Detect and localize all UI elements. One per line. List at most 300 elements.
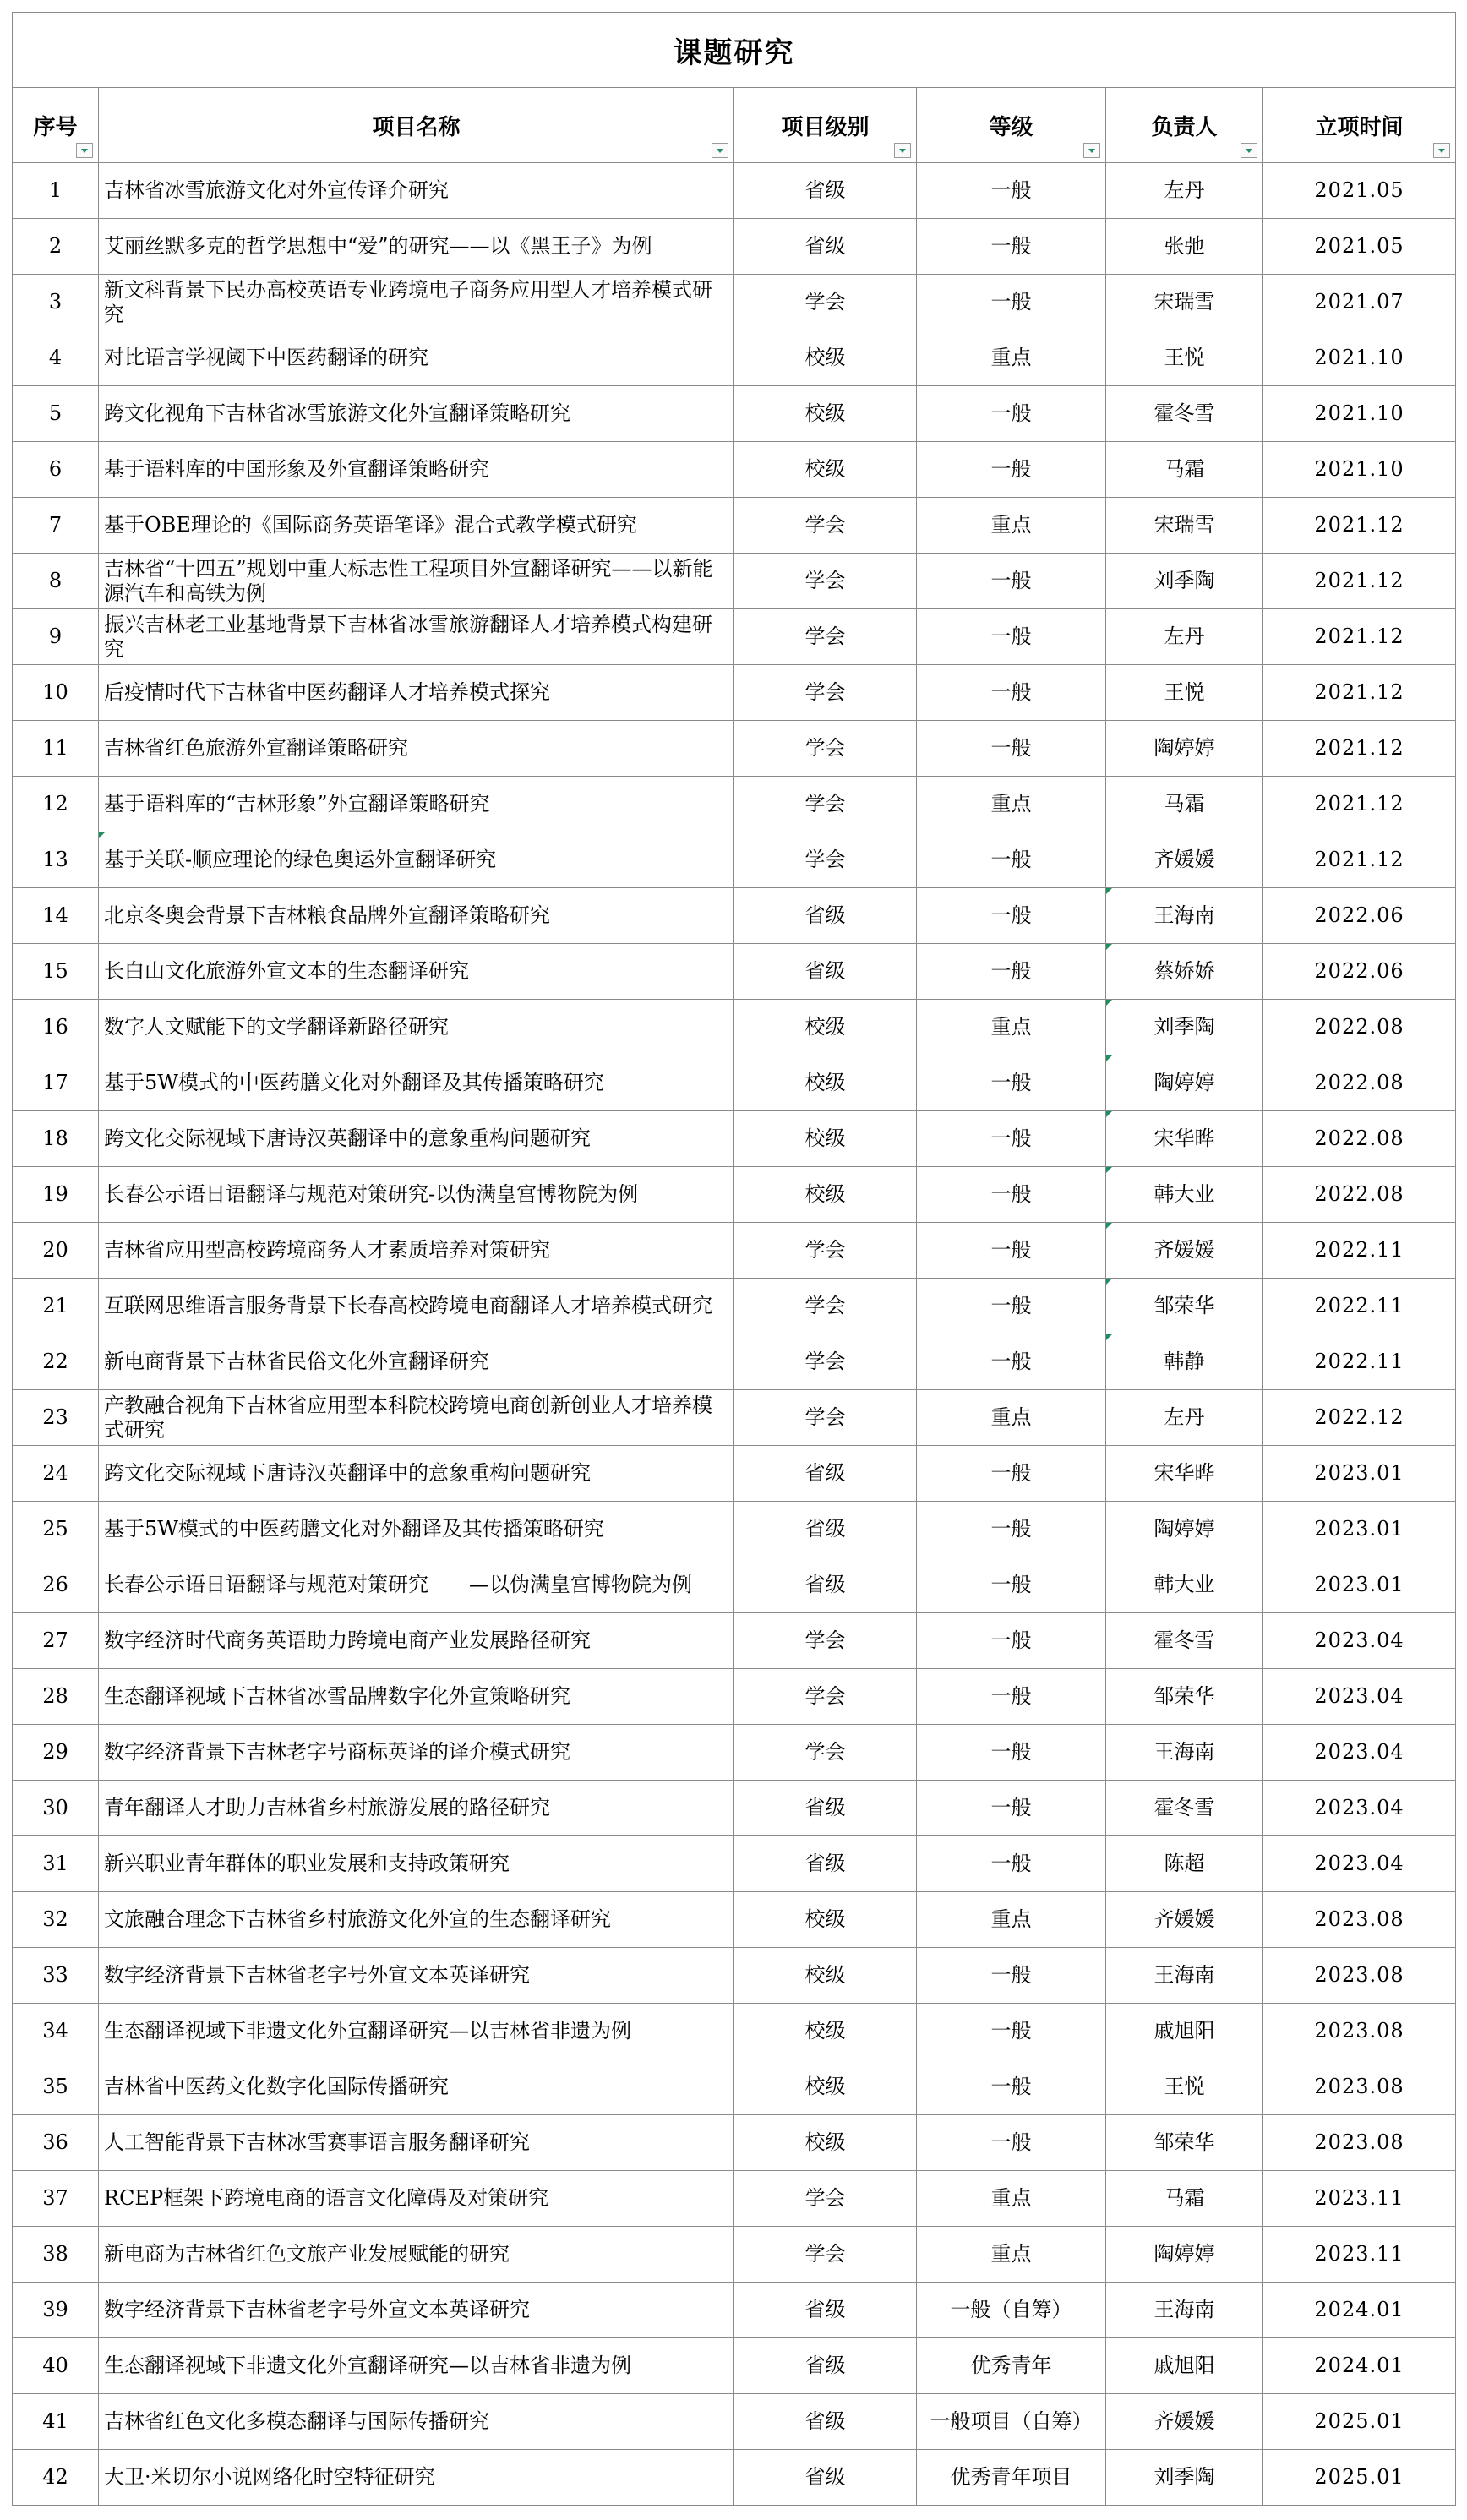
cell-date[interactable]: 2021.05 bbox=[1263, 219, 1456, 275]
cell-grade[interactable]: 重点 bbox=[917, 1000, 1106, 1055]
cell-project-level[interactable]: 学会 bbox=[734, 498, 917, 554]
cell-project-name[interactable]: 生态翻译视域下吉林省冰雪品牌数字化外宣策略研究 bbox=[99, 1669, 734, 1725]
cell-project-name[interactable]: 生态翻译视域下非遗文化外宣翻译研究—以吉林省非遗为例 bbox=[99, 2338, 734, 2394]
table-row bbox=[13, 1781, 1456, 1836]
filter-dropdown-icon[interactable] bbox=[1433, 143, 1450, 158]
cell-owner[interactable]: 马霜 bbox=[1106, 2171, 1263, 2227]
cell-owner[interactable]: 王海南 bbox=[1106, 888, 1263, 944]
cell-project-level[interactable]: 校级 bbox=[734, 1055, 917, 1111]
cell-project-level[interactable]: 校级 bbox=[734, 2115, 917, 2171]
table-row bbox=[13, 1334, 1456, 1390]
cell-project-name[interactable]: 青年翻译人才助力吉林省乡村旅游发展的路径研究 bbox=[99, 1781, 734, 1836]
table-row bbox=[13, 1055, 1456, 1111]
cell-project-name[interactable]: 吉林省应用型高校跨境商务人才素质培养对策研究 bbox=[99, 1223, 734, 1279]
cell-no[interactable]: 24 bbox=[13, 1446, 99, 1502]
table-row bbox=[13, 2171, 1456, 2227]
cell-date[interactable]: 2023.04 bbox=[1263, 1836, 1456, 1892]
cell-date[interactable]: 2022.11 bbox=[1263, 1223, 1456, 1279]
cell-date[interactable]: 2022.06 bbox=[1263, 888, 1456, 944]
cell-project-level[interactable]: 省级 bbox=[734, 163, 917, 219]
cell-date[interactable]: 2021.07 bbox=[1263, 275, 1456, 330]
cell-project-level[interactable]: 学会 bbox=[734, 1223, 917, 1279]
table-row bbox=[13, 1892, 1456, 1948]
cell-project-level[interactable]: 校级 bbox=[734, 330, 917, 386]
cell-owner[interactable]: 陶婷婷 bbox=[1106, 2227, 1263, 2283]
header-no[interactable] bbox=[13, 88, 99, 163]
cell-project-level[interactable]: 学会 bbox=[734, 275, 917, 330]
cell-date[interactable]: 2021.12 bbox=[1263, 498, 1456, 554]
cell-grade[interactable]: 一般 bbox=[917, 1725, 1106, 1781]
table-row bbox=[13, 442, 1456, 498]
cell-no[interactable]: 8 bbox=[13, 554, 99, 609]
cell-grade[interactable]: 一般 bbox=[917, 1502, 1106, 1557]
cell-project-name[interactable]: 基于5W模式的中医药膳文化对外翻译及其传播策略研究 bbox=[99, 1502, 734, 1557]
cell-project-level[interactable]: 学会 bbox=[734, 1279, 917, 1334]
header-level[interactable] bbox=[734, 88, 917, 163]
cell-no[interactable]: 26 bbox=[13, 1557, 99, 1613]
cell-owner[interactable]: 戚旭阳 bbox=[1106, 2004, 1263, 2059]
cell-project-level[interactable]: 学会 bbox=[734, 609, 917, 665]
table-row bbox=[13, 888, 1456, 944]
table-row bbox=[13, 665, 1456, 721]
cell-date[interactable]: 2023.08 bbox=[1263, 2059, 1456, 2115]
cell-project-level[interactable]: 省级 bbox=[734, 1446, 917, 1502]
cell-owner[interactable]: 陶婷婷 bbox=[1106, 1502, 1263, 1557]
cell-no[interactable]: 21 bbox=[13, 1279, 99, 1334]
cell-project-name[interactable]: 吉林省“十四五”规划中重大标志性工程项目外宣翻译研究——以新能源汽车和高铁为例 bbox=[99, 554, 734, 609]
cell-date[interactable]: 2021.12 bbox=[1263, 832, 1456, 888]
cell-grade[interactable]: 一般 bbox=[917, 1557, 1106, 1613]
table-row bbox=[13, 1446, 1456, 1502]
cell-date[interactable]: 2022.06 bbox=[1263, 944, 1456, 1000]
cell-owner[interactable]: 霍冬雪 bbox=[1106, 1613, 1263, 1669]
cell-project-level[interactable]: 省级 bbox=[734, 2283, 917, 2338]
cell-no[interactable]: 19 bbox=[13, 1167, 99, 1223]
cell-project-name[interactable]: 跨文化视角下吉林省冰雪旅游文化外宣翻译策略研究 bbox=[99, 386, 734, 442]
cell-project-name[interactable]: 吉林省红色旅游外宣翻译策略研究 bbox=[99, 721, 734, 777]
cell-no[interactable]: 17 bbox=[13, 1055, 99, 1111]
research-projects-table bbox=[12, 12, 1456, 2506]
cell-grade[interactable]: 一般 bbox=[917, 609, 1106, 665]
table-row bbox=[13, 1613, 1456, 1669]
cell-project-level[interactable]: 学会 bbox=[734, 2227, 917, 2283]
header-owner[interactable] bbox=[1106, 88, 1263, 163]
cell-project-level[interactable]: 校级 bbox=[734, 2059, 917, 2115]
cell-project-level[interactable]: 省级 bbox=[734, 1781, 917, 1836]
filter-dropdown-icon[interactable] bbox=[894, 143, 911, 158]
cell-grade[interactable]: 一般 bbox=[917, 2004, 1106, 2059]
cell-no[interactable]: 36 bbox=[13, 2115, 99, 2171]
cell-date[interactable]: 2024.01 bbox=[1263, 2283, 1456, 2338]
cell-no[interactable]: 34 bbox=[13, 2004, 99, 2059]
cell-project-name[interactable]: 艾丽丝默多克的哲学思想中“爱”的研究——以《黑王子》为例 bbox=[99, 219, 734, 275]
cell-grade[interactable]: 一般 bbox=[917, 721, 1106, 777]
cell-grade[interactable]: 重点 bbox=[917, 777, 1106, 832]
cell-grade[interactable]: 重点 bbox=[917, 2171, 1106, 2227]
cell-project-name[interactable]: 人工智能背景下吉林冰雪赛事语言服务翻译研究 bbox=[99, 2115, 734, 2171]
cell-project-level[interactable]: 校级 bbox=[734, 386, 917, 442]
cell-project-level[interactable]: 校级 bbox=[734, 1892, 917, 1948]
cell-no[interactable]: 39 bbox=[13, 2283, 99, 2338]
table-row bbox=[13, 1279, 1456, 1334]
cell-project-name[interactable]: 数字人文赋能下的文学翻译新路径研究 bbox=[99, 1000, 734, 1055]
cell-date[interactable]: 2025.01 bbox=[1263, 2394, 1456, 2450]
cell-owner[interactable]: 齐媛媛 bbox=[1106, 1892, 1263, 1948]
cell-owner[interactable]: 邹荣华 bbox=[1106, 1279, 1263, 1334]
cell-date[interactable]: 2023.04 bbox=[1263, 1669, 1456, 1725]
cell-grade[interactable]: 一般 bbox=[917, 1111, 1106, 1167]
cell-grade[interactable]: 一般 bbox=[917, 1948, 1106, 2004]
cell-project-level[interactable]: 校级 bbox=[734, 2004, 917, 2059]
cell-grade[interactable]: 重点 bbox=[917, 2227, 1106, 2283]
table-row bbox=[13, 944, 1456, 1000]
cell-project-name[interactable]: 新电商背景下吉林省民俗文化外宣翻译研究 bbox=[99, 1334, 734, 1390]
cell-date[interactable]: 2021.12 bbox=[1263, 554, 1456, 609]
cell-owner[interactable]: 邹荣华 bbox=[1106, 2115, 1263, 2171]
cell-no[interactable]: 22 bbox=[13, 1334, 99, 1390]
cell-owner[interactable]: 马霜 bbox=[1106, 777, 1263, 832]
cell-owner[interactable]: 王海南 bbox=[1106, 1948, 1263, 2004]
cell-owner[interactable]: 宋瑞雪 bbox=[1106, 275, 1263, 330]
cell-no[interactable]: 23 bbox=[13, 1390, 99, 1446]
cell-project-name[interactable]: 基于关联-顺应理论的绿色奥运外宣翻译研究 bbox=[99, 832, 734, 888]
cell-owner[interactable]: 王悦 bbox=[1106, 2059, 1263, 2115]
cell-owner[interactable]: 韩大业 bbox=[1106, 1557, 1263, 1613]
cell-project-name[interactable]: 数字经济背景下吉林省老字号外宣文本英译研究 bbox=[99, 1948, 734, 2004]
cell-grade[interactable]: 一般 bbox=[917, 665, 1106, 721]
cell-project-level[interactable]: 省级 bbox=[734, 2450, 917, 2506]
cell-grade[interactable]: 一般项目（自筹） bbox=[917, 2394, 1106, 2450]
cell-date[interactable]: 2022.11 bbox=[1263, 1334, 1456, 1390]
cell-grade[interactable]: 一般 bbox=[917, 1781, 1106, 1836]
cell-owner[interactable]: 韩静 bbox=[1106, 1334, 1263, 1390]
cell-date[interactable]: 2023.01 bbox=[1263, 1446, 1456, 1502]
cell-owner[interactable]: 霍冬雪 bbox=[1106, 386, 1263, 442]
table-row bbox=[13, 1223, 1456, 1279]
cell-grade[interactable]: 重点 bbox=[917, 1892, 1106, 1948]
cell-grade[interactable]: 一般 bbox=[917, 1279, 1106, 1334]
cell-project-name[interactable]: 跨文化交际视域下唐诗汉英翻译中的意象重构问题研究 bbox=[99, 1446, 734, 1502]
header-name[interactable] bbox=[99, 88, 734, 163]
cell-owner[interactable]: 王海南 bbox=[1106, 2283, 1263, 2338]
cell-project-name[interactable]: 基于OBE理论的《国际商务英语笔译》混合式教学模式研究 bbox=[99, 498, 734, 554]
cell-project-level[interactable]: 学会 bbox=[734, 665, 917, 721]
header-date-label: 立项时间 bbox=[1315, 114, 1404, 140]
cell-no[interactable]: 29 bbox=[13, 1725, 99, 1781]
cell-owner[interactable]: 宋华晔 bbox=[1106, 1446, 1263, 1502]
cell-project-name[interactable]: 互联网思维语言服务背景下长春高校跨境电商翻译人才培养模式研究 bbox=[99, 1279, 734, 1334]
cell-owner[interactable]: 韩大业 bbox=[1106, 1167, 1263, 1223]
filter-dropdown-icon[interactable] bbox=[1083, 143, 1100, 158]
cell-no[interactable]: 31 bbox=[13, 1836, 99, 1892]
cell-owner[interactable]: 宋瑞雪 bbox=[1106, 498, 1263, 554]
cell-grade[interactable]: 一般 bbox=[917, 832, 1106, 888]
cell-owner[interactable]: 刘季陶 bbox=[1106, 2450, 1263, 2506]
cell-no[interactable]: 14 bbox=[13, 888, 99, 944]
table-row bbox=[13, 498, 1456, 554]
cell-project-name[interactable]: 生态翻译视域下非遗文化外宣翻译研究—以吉林省非遗为例 bbox=[99, 2004, 734, 2059]
cell-owner[interactable]: 左丹 bbox=[1106, 609, 1263, 665]
cell-project-name[interactable]: 后疫情时代下吉林省中医药翻译人才培养模式探究 bbox=[99, 665, 734, 721]
cell-project-name[interactable]: 基于语料库的“吉林形象”外宣翻译策略研究 bbox=[99, 777, 734, 832]
cell-no[interactable]: 28 bbox=[13, 1669, 99, 1725]
cell-project-level[interactable]: 学会 bbox=[734, 1390, 917, 1446]
cell-project-name[interactable]: RCEP框架下跨境电商的语言文化障碍及对策研究 bbox=[99, 2171, 734, 2227]
cell-owner[interactable]: 宋华晔 bbox=[1106, 1111, 1263, 1167]
cell-project-level[interactable]: 省级 bbox=[734, 2394, 917, 2450]
cell-project-name[interactable]: 新兴职业青年群体的职业发展和支持政策研究 bbox=[99, 1836, 734, 1892]
cell-project-level[interactable]: 学会 bbox=[734, 832, 917, 888]
cell-project-level[interactable]: 学会 bbox=[734, 1613, 917, 1669]
cell-date[interactable]: 2022.08 bbox=[1263, 1055, 1456, 1111]
cell-owner[interactable]: 陈超 bbox=[1106, 1836, 1263, 1892]
cell-grade[interactable]: 一般 bbox=[917, 386, 1106, 442]
cell-no[interactable]: 6 bbox=[13, 442, 99, 498]
header-name-label: 项目名称 bbox=[372, 114, 461, 140]
cell-no[interactable]: 1 bbox=[13, 163, 99, 219]
cell-no[interactable]: 11 bbox=[13, 721, 99, 777]
cell-project-name[interactable]: 长白山文化旅游外宣文本的生态翻译研究 bbox=[99, 944, 734, 1000]
table-row bbox=[13, 219, 1456, 275]
cell-grade[interactable]: 重点 bbox=[917, 1390, 1106, 1446]
table-row bbox=[13, 2394, 1456, 2450]
cell-grade[interactable]: 一般 bbox=[917, 888, 1106, 944]
table-row bbox=[13, 777, 1456, 832]
table-row bbox=[13, 1000, 1456, 1055]
table-row bbox=[13, 1167, 1456, 1223]
filter-dropdown-icon[interactable] bbox=[712, 143, 728, 158]
cell-date[interactable]: 2023.11 bbox=[1263, 2227, 1456, 2283]
cell-owner[interactable]: 齐媛媛 bbox=[1106, 832, 1263, 888]
cell-grade[interactable]: 一般 bbox=[917, 163, 1106, 219]
cell-no[interactable]: 5 bbox=[13, 386, 99, 442]
table-row bbox=[13, 1390, 1456, 1446]
cell-no[interactable]: 12 bbox=[13, 777, 99, 832]
cell-owner[interactable]: 霍冬雪 bbox=[1106, 1781, 1263, 1836]
cell-date[interactable]: 2023.04 bbox=[1263, 1725, 1456, 1781]
cell-project-level[interactable]: 省级 bbox=[734, 888, 917, 944]
cell-no[interactable]: 4 bbox=[13, 330, 99, 386]
cell-date[interactable]: 2023.11 bbox=[1263, 2171, 1456, 2227]
cell-date[interactable]: 2021.05 bbox=[1263, 163, 1456, 219]
table-row bbox=[13, 2227, 1456, 2283]
cell-date[interactable]: 2023.01 bbox=[1263, 1502, 1456, 1557]
cell-no[interactable]: 3 bbox=[13, 275, 99, 330]
cell-grade[interactable]: 一般（自筹） bbox=[917, 2283, 1106, 2338]
cell-no[interactable]: 27 bbox=[13, 1613, 99, 1669]
table-row bbox=[13, 275, 1456, 330]
cell-date[interactable]: 2022.12 bbox=[1263, 1390, 1456, 1446]
cell-project-name[interactable]: 产教融合视角下吉林省应用型本科院校跨境电商创新创业人才培养模式研究 bbox=[99, 1390, 734, 1446]
cell-project-name[interactable]: 长春公示语日语翻译与规范对策研究 —以伪满皇宫博物院为例 bbox=[99, 1557, 734, 1613]
cell-date[interactable]: 2023.04 bbox=[1263, 1613, 1456, 1669]
cell-owner[interactable]: 齐媛媛 bbox=[1106, 2394, 1263, 2450]
cell-date[interactable]: 2022.08 bbox=[1263, 1111, 1456, 1167]
cell-project-name[interactable]: 北京冬奥会背景下吉林粮食品牌外宣翻译策略研究 bbox=[99, 888, 734, 944]
cell-date[interactable]: 2021.10 bbox=[1263, 330, 1456, 386]
cell-grade[interactable]: 一般 bbox=[917, 1055, 1106, 1111]
cell-grade[interactable]: 一般 bbox=[917, 1167, 1106, 1223]
cell-project-name[interactable]: 数字经济背景下吉林省老字号外宣文本英译研究 bbox=[99, 2283, 734, 2338]
table-row bbox=[13, 1669, 1456, 1725]
cell-no[interactable]: 9 bbox=[13, 609, 99, 665]
cell-project-name[interactable]: 吉林省冰雪旅游文化对外宣传译介研究 bbox=[99, 163, 734, 219]
cell-grade[interactable]: 一般 bbox=[917, 1836, 1106, 1892]
cell-no[interactable]: 25 bbox=[13, 1502, 99, 1557]
cell-project-name[interactable]: 文旅融合理念下吉林省乡村旅游文化外宣的生态翻译研究 bbox=[99, 1892, 734, 1948]
cell-owner[interactable]: 马霜 bbox=[1106, 442, 1263, 498]
cell-grade[interactable]: 一般 bbox=[917, 554, 1106, 609]
cell-grade[interactable]: 一般 bbox=[917, 275, 1106, 330]
cell-project-name[interactable]: 基于5W模式的中医药膳文化对外翻译及其传播策略研究 bbox=[99, 1055, 734, 1111]
header-date[interactable] bbox=[1263, 88, 1456, 163]
header-level-label: 项目级别 bbox=[781, 114, 870, 140]
table-row bbox=[13, 609, 1456, 665]
cell-date[interactable]: 2023.08 bbox=[1263, 1948, 1456, 2004]
cell-date[interactable]: 2021.10 bbox=[1263, 442, 1456, 498]
cell-date[interactable]: 2023.04 bbox=[1263, 1781, 1456, 1836]
cell-owner[interactable]: 陶婷婷 bbox=[1106, 1055, 1263, 1111]
cell-no[interactable]: 13 bbox=[13, 832, 99, 888]
cell-owner[interactable]: 张弛 bbox=[1106, 219, 1263, 275]
cell-grade[interactable]: 重点 bbox=[917, 330, 1106, 386]
cell-date[interactable]: 2023.08 bbox=[1263, 1892, 1456, 1948]
cell-owner[interactable]: 陶婷婷 bbox=[1106, 721, 1263, 777]
cell-project-level[interactable]: 学会 bbox=[734, 2171, 917, 2227]
cell-project-name[interactable]: 新电商为吉林省红色文旅产业发展赋能的研究 bbox=[99, 2227, 734, 2283]
cell-grade[interactable]: 一般 bbox=[917, 1669, 1106, 1725]
cell-grade[interactable]: 重点 bbox=[917, 498, 1106, 554]
cell-project-name[interactable]: 对比语言学视阈下中医药翻译的研究 bbox=[99, 330, 734, 386]
cell-no[interactable]: 42 bbox=[13, 2450, 99, 2506]
cell-project-level[interactable]: 校级 bbox=[734, 1111, 917, 1167]
cell-owner[interactable]: 左丹 bbox=[1106, 163, 1263, 219]
cell-date[interactable]: 2023.08 bbox=[1263, 2115, 1456, 2171]
cell-project-name[interactable]: 吉林省中医药文化数字化国际传播研究 bbox=[99, 2059, 734, 2115]
header-grade-label: 等级 bbox=[989, 114, 1033, 140]
cell-owner[interactable]: 刘季陶 bbox=[1106, 1000, 1263, 1055]
header-owner-label: 负责人 bbox=[1151, 114, 1218, 140]
cell-date[interactable]: 2021.10 bbox=[1263, 386, 1456, 442]
cell-grade[interactable]: 一般 bbox=[917, 1334, 1106, 1390]
cell-date[interactable]: 2021.12 bbox=[1263, 777, 1456, 832]
cell-project-name[interactable]: 数字经济时代商务英语助力跨境电商产业发展路径研究 bbox=[99, 1613, 734, 1669]
filter-dropdown-icon[interactable] bbox=[76, 143, 93, 158]
cell-no[interactable]: 15 bbox=[13, 944, 99, 1000]
cell-project-name[interactable]: 大卫·米切尔小说网络化时空特征研究 bbox=[99, 2450, 734, 2506]
table-row bbox=[13, 1502, 1456, 1557]
cell-owner[interactable]: 王悦 bbox=[1106, 330, 1263, 386]
cell-owner[interactable]: 齐媛媛 bbox=[1106, 1223, 1263, 1279]
cell-no[interactable]: 7 bbox=[13, 498, 99, 554]
cell-date[interactable]: 2022.11 bbox=[1263, 1279, 1456, 1334]
cell-project-level[interactable]: 学会 bbox=[734, 1669, 917, 1725]
cell-owner[interactable]: 左丹 bbox=[1106, 1390, 1263, 1446]
cell-grade[interactable]: 一般 bbox=[917, 944, 1106, 1000]
cell-date[interactable]: 2024.01 bbox=[1263, 2338, 1456, 2394]
cell-project-name[interactable]: 振兴吉林老工业基地背景下吉林省冰雪旅游翻译人才培养模式构建研究 bbox=[99, 609, 734, 665]
cell-project-level[interactable]: 学会 bbox=[734, 554, 917, 609]
cell-grade[interactable]: 一般 bbox=[917, 442, 1106, 498]
cell-date[interactable]: 2025.01 bbox=[1263, 2450, 1456, 2506]
cell-no[interactable]: 20 bbox=[13, 1223, 99, 1279]
filter-dropdown-icon[interactable] bbox=[1241, 143, 1257, 158]
spreadsheet bbox=[12, 12, 1455, 2506]
cell-project-level[interactable]: 学会 bbox=[734, 1725, 917, 1781]
cell-grade[interactable]: 一般 bbox=[917, 219, 1106, 275]
cell-date[interactable]: 2022.08 bbox=[1263, 1000, 1456, 1055]
cell-grade[interactable]: 一般 bbox=[917, 2115, 1106, 2171]
cell-no[interactable]: 37 bbox=[13, 2171, 99, 2227]
table-row bbox=[13, 163, 1456, 219]
cell-no[interactable]: 32 bbox=[13, 1892, 99, 1948]
cell-owner[interactable]: 戚旭阳 bbox=[1106, 2338, 1263, 2394]
cell-project-level[interactable]: 省级 bbox=[734, 1557, 917, 1613]
cell-date[interactable]: 2023.01 bbox=[1263, 1557, 1456, 1613]
cell-no[interactable]: 38 bbox=[13, 2227, 99, 2283]
cell-grade[interactable]: 一般 bbox=[917, 2059, 1106, 2115]
table-row bbox=[13, 1111, 1456, 1167]
cell-project-level[interactable]: 校级 bbox=[734, 1000, 917, 1055]
cell-grade[interactable]: 优秀青年项目 bbox=[917, 2450, 1106, 2506]
cell-project-name[interactable]: 吉林省红色文化多模态翻译与国际传播研究 bbox=[99, 2394, 734, 2450]
cell-no[interactable]: 33 bbox=[13, 1948, 99, 2004]
cell-no[interactable]: 35 bbox=[13, 2059, 99, 2115]
cell-date[interactable]: 2021.12 bbox=[1263, 665, 1456, 721]
cell-no[interactable]: 16 bbox=[13, 1000, 99, 1055]
table-row bbox=[13, 721, 1456, 777]
cell-owner[interactable]: 邹荣华 bbox=[1106, 1669, 1263, 1725]
cell-no[interactable]: 10 bbox=[13, 665, 99, 721]
cell-no[interactable]: 2 bbox=[13, 219, 99, 275]
cell-owner[interactable]: 王海南 bbox=[1106, 1725, 1263, 1781]
cell-project-level[interactable]: 校级 bbox=[734, 1948, 917, 2004]
cell-project-level[interactable]: 省级 bbox=[734, 1836, 917, 1892]
cell-grade[interactable]: 一般 bbox=[917, 1223, 1106, 1279]
header-grade[interactable] bbox=[917, 88, 1106, 163]
cell-grade[interactable]: 一般 bbox=[917, 1613, 1106, 1669]
cell-owner[interactable]: 蔡娇娇 bbox=[1106, 944, 1263, 1000]
cell-no[interactable]: 30 bbox=[13, 1781, 99, 1836]
cell-project-level[interactable]: 学会 bbox=[734, 721, 917, 777]
cell-no[interactable]: 18 bbox=[13, 1111, 99, 1167]
cell-project-level[interactable]: 省级 bbox=[734, 944, 917, 1000]
cell-grade[interactable]: 一般 bbox=[917, 1446, 1106, 1502]
cell-date[interactable]: 2021.12 bbox=[1263, 609, 1456, 665]
cell-project-level[interactable]: 校级 bbox=[734, 1167, 917, 1223]
cell-project-level[interactable]: 省级 bbox=[734, 1502, 917, 1557]
cell-project-name[interactable]: 长春公示语日语翻译与规范对策研究-以伪满皇宫博物院为例 bbox=[99, 1167, 734, 1223]
cell-project-name[interactable]: 数字经济背景下吉林老字号商标英译的译介模式研究 bbox=[99, 1725, 734, 1781]
cell-project-level[interactable]: 省级 bbox=[734, 219, 917, 275]
cell-no[interactable]: 41 bbox=[13, 2394, 99, 2450]
cell-date[interactable]: 2021.12 bbox=[1263, 721, 1456, 777]
cell-owner[interactable]: 刘季陶 bbox=[1106, 554, 1263, 609]
table-row bbox=[13, 2283, 1456, 2338]
cell-no[interactable]: 40 bbox=[13, 2338, 99, 2394]
cell-date[interactable]: 2023.08 bbox=[1263, 2004, 1456, 2059]
cell-date[interactable]: 2022.08 bbox=[1263, 1167, 1456, 1223]
cell-grade[interactable]: 优秀青年 bbox=[917, 2338, 1106, 2394]
cell-project-name[interactable]: 跨文化交际视域下唐诗汉英翻译中的意象重构问题研究 bbox=[99, 1111, 734, 1167]
cell-project-name[interactable]: 新文科背景下民办高校英语专业跨境电子商务应用型人才培养模式研究 bbox=[99, 275, 734, 330]
cell-project-level[interactable]: 学会 bbox=[734, 1334, 917, 1390]
cell-owner[interactable]: 王悦 bbox=[1106, 665, 1263, 721]
cell-project-level[interactable]: 校级 bbox=[734, 442, 917, 498]
cell-project-level[interactable]: 省级 bbox=[734, 2338, 917, 2394]
cell-project-level[interactable]: 学会 bbox=[734, 777, 917, 832]
cell-project-name[interactable]: 基于语料库的中国形象及外宣翻译策略研究 bbox=[99, 442, 734, 498]
